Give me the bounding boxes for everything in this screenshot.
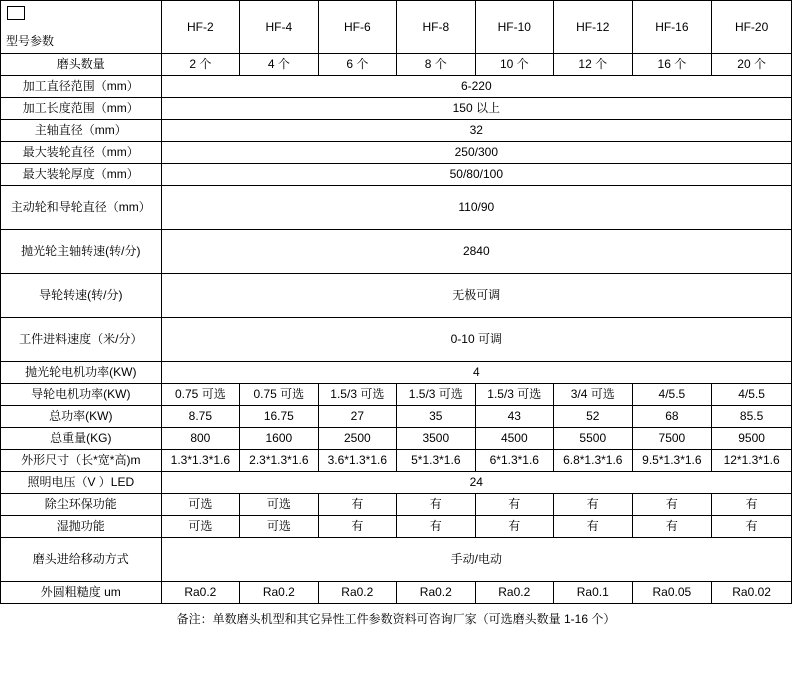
row-value-cell: 16 个	[632, 54, 712, 76]
row-value-cell: 3/4 可选	[554, 384, 632, 406]
table-row	[1, 76, 792, 98]
row-value-merged: 150 以上	[161, 98, 791, 120]
row-value-cell: 8.75	[161, 406, 239, 428]
table-row	[1, 274, 792, 318]
row-value-cell: 16.75	[240, 406, 318, 428]
row-label: 总功率(KW)	[1, 406, 162, 428]
table-row	[1, 318, 792, 362]
row-value-cell: Ra0.2	[161, 582, 239, 604]
model-header-3: HF-6	[318, 1, 396, 54]
row-value-cell: 85.5	[712, 406, 792, 428]
row-value-cell: 有	[397, 516, 475, 538]
table-note: 备注：单数磨头机型和其它异性工件参数资料可咨询厂家（可选磨头数量 1-16 个）	[176, 612, 616, 626]
row-value-cell: 2.3*1.3*1.6	[240, 450, 318, 472]
row-value-cell: 有	[475, 516, 553, 538]
row-value-merged: 4	[161, 362, 791, 384]
model-header-2: HF-4	[240, 1, 318, 54]
table-row	[1, 538, 792, 582]
table-row	[1, 406, 792, 428]
row-value-cell: Ra0.2	[240, 582, 318, 604]
row-label: 最大装轮直径（mm）	[1, 142, 162, 164]
row-value-cell: 可选	[161, 516, 239, 538]
corner-header-label: 型号参数	[6, 34, 55, 48]
row-value-cell: Ra0.2	[397, 582, 475, 604]
row-value-cell: 27	[318, 406, 396, 428]
row-value-cell: 43	[475, 406, 553, 428]
row-value-merged: 无极可调	[161, 274, 791, 318]
table-row	[1, 98, 792, 120]
row-value-merged: 32	[161, 120, 791, 142]
row-value-cell: 有	[397, 494, 475, 516]
row-value-cell: 800	[161, 428, 239, 450]
row-label: 抛光轮主轴转速(转/分)	[1, 230, 162, 274]
row-label: 加工直径范围（mm）	[1, 76, 162, 98]
row-value-merged: 110/90	[161, 186, 791, 230]
row-value-cell: 4 个	[240, 54, 318, 76]
row-label: 导轮转速(转/分)	[1, 274, 162, 318]
row-label: 抛光轮电机功率(KW)	[1, 362, 162, 384]
row-label: 主动轮和导轮直径（mm）	[1, 186, 162, 230]
model-header-8: HF-20	[712, 1, 792, 54]
row-value-cell: 4500	[475, 428, 553, 450]
row-value-cell: 6*1.3*1.6	[475, 450, 553, 472]
model-header-6: HF-12	[554, 1, 632, 54]
row-value-cell: 有	[475, 494, 553, 516]
row-value-cell: 0.75 可选	[240, 384, 318, 406]
row-label: 照明电压（V ）LED	[1, 472, 162, 494]
table-header-row	[1, 1, 792, 54]
row-value-merged: 250/300	[161, 142, 791, 164]
row-value-cell: 35	[397, 406, 475, 428]
row-value-cell: Ra0.2	[475, 582, 553, 604]
row-value-cell: 4/5.5	[712, 384, 792, 406]
row-label: 最大装轮厚度（mm）	[1, 164, 162, 186]
table-row	[1, 164, 792, 186]
row-value-cell: 1600	[240, 428, 318, 450]
row-value-merged: 24	[161, 472, 791, 494]
row-value-cell: 5500	[554, 428, 632, 450]
table-row	[1, 120, 792, 142]
row-value-merged: 6-220	[161, 76, 791, 98]
row-value-cell: 有	[318, 516, 396, 538]
row-value-cell: 0.75 可选	[161, 384, 239, 406]
row-value-cell: 有	[632, 494, 712, 516]
row-value-cell: Ra0.02	[712, 582, 792, 604]
row-value-cell: 有	[712, 494, 792, 516]
row-label: 外形尺寸（长*宽*高)m	[1, 450, 162, 472]
row-value-cell: 1.5/3 可选	[475, 384, 553, 406]
row-value-cell: 有	[554, 494, 632, 516]
row-value-cell: 9.5*1.3*1.6	[632, 450, 712, 472]
model-header-1: HF-2	[161, 1, 239, 54]
row-value-cell: 8 个	[397, 54, 475, 76]
table-row	[1, 494, 792, 516]
row-value-cell: 有	[712, 516, 792, 538]
row-value-cell: 68	[632, 406, 712, 428]
row-label: 除尘环保功能	[1, 494, 162, 516]
row-label: 磨头数量	[1, 54, 162, 76]
row-value-merged: 0-10 可调	[161, 318, 791, 362]
table-row	[1, 516, 792, 538]
model-header-5: HF-10	[475, 1, 553, 54]
row-value-cell: 2500	[318, 428, 396, 450]
table-row	[1, 362, 792, 384]
table-row	[1, 54, 792, 76]
row-value-cell: 可选	[161, 494, 239, 516]
row-value-cell: 12*1.3*1.6	[712, 450, 792, 472]
row-label: 总重量(KG)	[1, 428, 162, 450]
row-value-merged: 2840	[161, 230, 791, 274]
row-label: 工件进料速度（米/分）	[1, 318, 162, 362]
model-header-4: HF-8	[397, 1, 475, 54]
row-value-cell: 2 个	[161, 54, 239, 76]
row-label: 湿抛功能	[1, 516, 162, 538]
row-value-cell: 有	[554, 516, 632, 538]
row-label: 加工长度范围（mm）	[1, 98, 162, 120]
square-icon	[7, 6, 25, 20]
table-row	[1, 582, 792, 604]
row-value-merged: 50/80/100	[161, 164, 791, 186]
row-value-cell: 1.5/3 可选	[397, 384, 475, 406]
row-label: 外圆粗糙度 um	[1, 582, 162, 604]
row-value-merged: 手动/电动	[161, 538, 791, 582]
row-value-cell: 可选	[240, 516, 318, 538]
model-header-7: HF-16	[632, 1, 712, 54]
table-row	[1, 450, 792, 472]
table-row	[1, 472, 792, 494]
row-value-cell: 6 个	[318, 54, 396, 76]
row-value-cell: Ra0.05	[632, 582, 712, 604]
row-value-cell: Ra0.2	[318, 582, 396, 604]
row-value-cell: 3500	[397, 428, 475, 450]
row-value-cell: 7500	[632, 428, 712, 450]
row-value-cell: 4/5.5	[632, 384, 712, 406]
row-value-cell: Ra0.1	[554, 582, 632, 604]
row-value-cell: 6.8*1.3*1.6	[554, 450, 632, 472]
row-value-cell: 3.6*1.3*1.6	[318, 450, 396, 472]
table-row	[1, 384, 792, 406]
row-value-cell: 可选	[240, 494, 318, 516]
row-value-cell: 有	[318, 494, 396, 516]
table-row	[1, 142, 792, 164]
row-value-cell: 有	[632, 516, 712, 538]
table-row	[1, 428, 792, 450]
row-label: 磨头进给移动方式	[1, 538, 162, 582]
row-value-cell: 12 个	[554, 54, 632, 76]
corner-header-cell	[1, 1, 162, 54]
row-value-cell: 5*1.3*1.6	[397, 450, 475, 472]
table-row	[1, 186, 792, 230]
row-label: 导轮电机功率(KW)	[1, 384, 162, 406]
row-value-cell: 10 个	[475, 54, 553, 76]
row-value-cell: 52	[554, 406, 632, 428]
table-row	[1, 230, 792, 274]
row-value-cell: 9500	[712, 428, 792, 450]
row-value-cell: 1.5/3 可选	[318, 384, 396, 406]
row-label: 主轴直径（mm）	[1, 120, 162, 142]
row-value-cell: 20 个	[712, 54, 792, 76]
row-value-cell: 1.3*1.3*1.6	[161, 450, 239, 472]
